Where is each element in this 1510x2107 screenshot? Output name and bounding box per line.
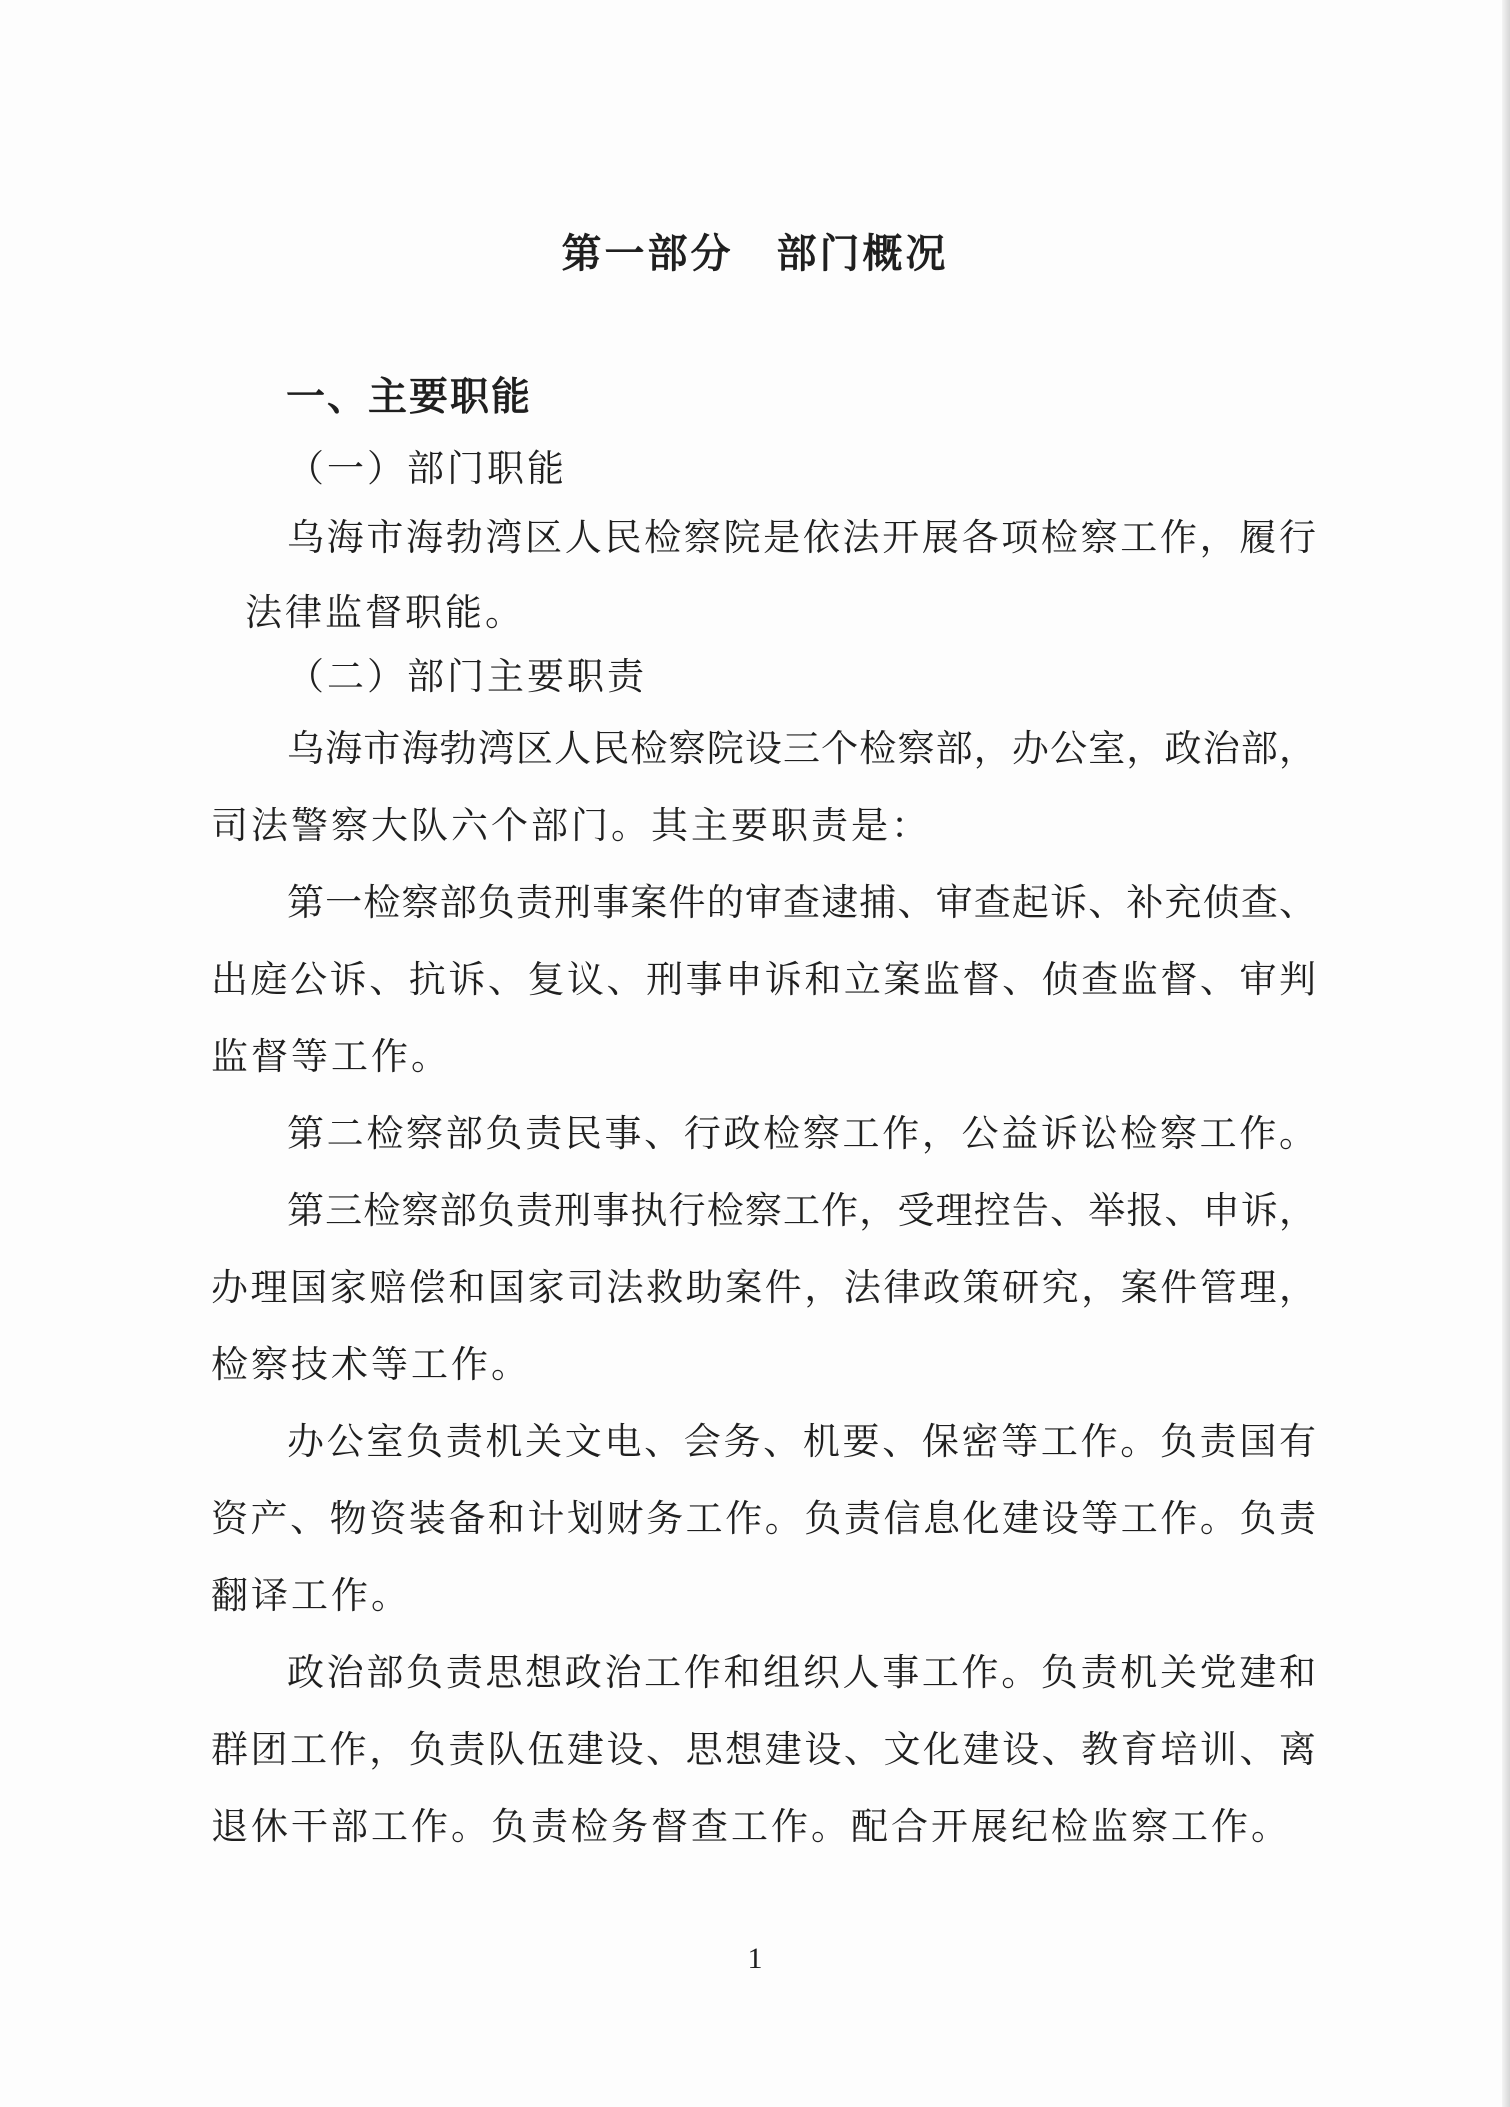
paragraph-line: 政治部负责思想政治工作和组织人事工作。负责机关党建和	[287, 1651, 1316, 1694]
paragraph-line: 翻译工作。	[211, 1574, 411, 1617]
paragraph-line: 办理国家赔偿和国家司法救助案件，法律政策研究，案件管理，	[211, 1266, 1316, 1309]
paragraph-line: 第三检察部负责刑事执行检察工作，受理控告、举报、申诉，	[287, 1189, 1316, 1232]
paragraph-line: 资产、物资装备和计划财务工作。负责信息化建设等工作。负责	[211, 1497, 1316, 1540]
paragraph-line: 第二检察部负责民事、行政检察工作，公益诉讼检察工作。	[287, 1112, 1316, 1155]
subsection-heading-main-duties: （二）部门主要职责	[287, 655, 647, 698]
paragraph-line: 司法警察大队六个部门。其主要职责是：	[211, 804, 931, 847]
page-number: 1	[747, 1942, 763, 1975]
paragraph-line: 乌海市海勃湾区人民检察院是依法开展各项检察工作，履行	[287, 516, 1316, 559]
page-edge-shadow	[1502, 0, 1510, 2107]
paragraph-line: 退休干部工作。负责检务督查工作。配合开展纪检监察工作。	[211, 1805, 1291, 1848]
page-title: 第一部分 部门概况	[561, 231, 949, 277]
paragraph-line: 监督等工作。	[211, 1035, 451, 1078]
paragraph-line: 出庭公诉、抗诉、复议、刑事申诉和立案监督、侦查监督、审判	[211, 958, 1316, 1001]
paragraph-line: 第一检察部负责刑事案件的审查逮捕、审查起诉、补充侦查、	[287, 881, 1316, 924]
subsection-heading-department-functions: （一）部门职能	[287, 447, 567, 490]
paragraph-line: 办公室负责机关文电、会务、机要、保密等工作。负责国有	[287, 1420, 1316, 1463]
paragraph-line: 乌海市海勃湾区人民检察院设三个检察部，办公室，政治部，	[287, 727, 1316, 770]
paragraph-line: 法律监督职能。	[245, 591, 525, 634]
section-heading-main-functions: 一、主要职能	[286, 375, 533, 420]
paragraph-line: 群团工作，负责队伍建设、思想建设、文化建设、教育培训、离	[211, 1728, 1316, 1771]
paragraph-line: 检察技术等工作。	[211, 1343, 531, 1386]
